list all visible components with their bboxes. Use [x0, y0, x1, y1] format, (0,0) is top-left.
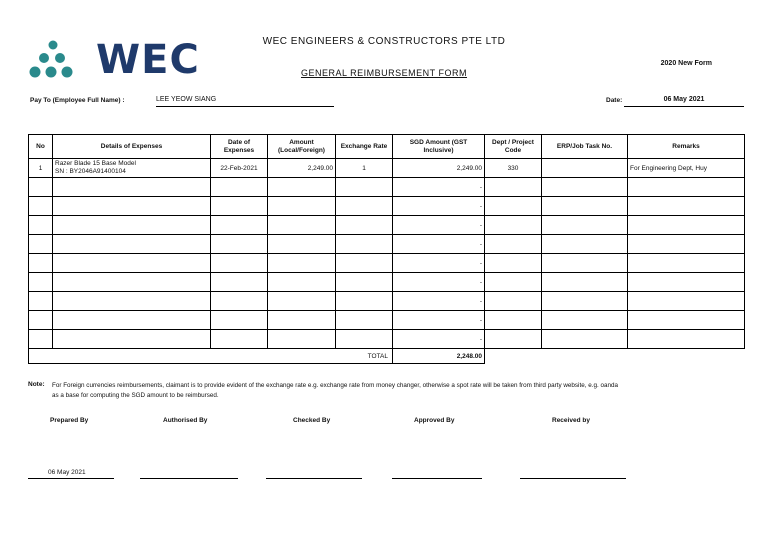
cell-no[interactable]: [29, 235, 53, 254]
cell-remarks[interactable]: [628, 330, 745, 349]
form-title: GENERAL REIMBURSEMENT FORM: [300, 68, 468, 78]
cell-sgd[interactable]: 2,249.00: [393, 159, 485, 178]
cell-erp[interactable]: [542, 197, 628, 216]
cell-amount[interactable]: [268, 292, 336, 311]
details-line-2: SN : BY2046A91400104: [55, 168, 126, 175]
expenses-table: [28, 134, 745, 364]
cell-code[interactable]: [485, 311, 542, 330]
cell-amount[interactable]: [268, 273, 336, 292]
cell-date[interactable]: [211, 216, 268, 235]
cell-rate[interactable]: [336, 235, 393, 254]
cell-rate[interactable]: [336, 311, 393, 330]
checked-by-label: Checked By: [293, 417, 331, 424]
table-row: [29, 311, 745, 330]
cell-no[interactable]: [29, 311, 53, 330]
cell-details[interactable]: [53, 330, 211, 349]
cell-erp[interactable]: [542, 159, 628, 178]
table-row: [29, 254, 745, 273]
date-field[interactable]: 06 May 2021: [624, 96, 744, 107]
cell-date[interactable]: [211, 292, 268, 311]
cell-remarks[interactable]: [628, 254, 745, 273]
cell-amount[interactable]: 2,249.00: [268, 159, 336, 178]
cell-details[interactable]: [53, 178, 211, 197]
table-row: [29, 330, 745, 349]
cell-amount[interactable]: [268, 178, 336, 197]
cell-details[interactable]: [53, 311, 211, 330]
cell-details[interactable]: [53, 235, 211, 254]
cell-code[interactable]: [485, 254, 542, 273]
col-header-date: Date of Expenses: [211, 135, 268, 159]
cell-remarks[interactable]: [628, 235, 745, 254]
cell-erp[interactable]: [542, 292, 628, 311]
total-row: [29, 349, 745, 364]
pay-to-label: Pay To (Employee Full Name) :: [30, 97, 125, 104]
approved-signature-line[interactable]: [392, 478, 482, 479]
form-number: 2020 New Form: [660, 60, 712, 67]
checked-signature-line[interactable]: [266, 478, 362, 479]
cell-rate[interactable]: [336, 330, 393, 349]
cell-sgd[interactable]: -: [393, 330, 485, 349]
received-signature-line[interactable]: [520, 478, 626, 479]
cell-erp[interactable]: [542, 273, 628, 292]
cell-code[interactable]: [485, 292, 542, 311]
cell-remarks[interactable]: [628, 311, 745, 330]
cell-erp[interactable]: [542, 178, 628, 197]
col-header-details: Details of Expenses: [53, 135, 211, 159]
cell-amount[interactable]: [268, 311, 336, 330]
cell-code[interactable]: [485, 273, 542, 292]
cell-details[interactable]: [53, 216, 211, 235]
details-line-1: Razer Blade 15 Base Model: [55, 160, 136, 167]
cell-amount[interactable]: [268, 330, 336, 349]
table-row: [29, 216, 745, 235]
table-row: [29, 235, 745, 254]
cell-rate[interactable]: [336, 254, 393, 273]
table-row: [29, 273, 745, 292]
cell-rate[interactable]: [336, 178, 393, 197]
cell-sgd[interactable]: -: [393, 216, 485, 235]
cell-erp[interactable]: [542, 235, 628, 254]
col-header-amount: Amount (Local/Foreign): [268, 135, 336, 159]
cell-remarks[interactable]: [628, 197, 745, 216]
cell-erp[interactable]: [542, 330, 628, 349]
col-header-rate: Exchange Rate: [336, 135, 393, 159]
cell-details[interactable]: [53, 273, 211, 292]
cell-no[interactable]: [29, 197, 53, 216]
cell-erp[interactable]: [542, 311, 628, 330]
cell-amount[interactable]: [268, 254, 336, 273]
date-label: Date:: [606, 97, 623, 104]
table-row: [29, 178, 745, 197]
cell-date[interactable]: [211, 330, 268, 349]
cell-rate[interactable]: 1: [336, 159, 393, 178]
col-header-no: No: [29, 135, 53, 159]
cell-date[interactable]: [211, 311, 268, 330]
cell-code[interactable]: [485, 235, 542, 254]
note-text: For Foreign currencies reimbursements, claimant is to provide evident of the exchange rate e.g. exchange rate from money changer, otherwise a spot rate will be taken from third party website, e.g. oanda as a base for computing the SGD amount to be reimbursed.: [52, 382, 618, 399]
cell-no[interactable]: [29, 254, 53, 273]
cell-date[interactable]: 22-Feb-2021: [211, 159, 268, 178]
cell-sgd[interactable]: -: [393, 292, 485, 311]
cell-rate[interactable]: [336, 273, 393, 292]
cell-remarks[interactable]: For Engineering Dept, Huy: [628, 159, 745, 178]
col-header-remarks: Remarks: [628, 135, 745, 159]
cell-code[interactable]: 330: [485, 159, 542, 178]
cell-code[interactable]: [485, 178, 542, 197]
cell-erp[interactable]: [542, 216, 628, 235]
cell-no[interactable]: [29, 216, 53, 235]
total-label: TOTAL: [29, 349, 393, 364]
cell-no[interactable]: [29, 292, 53, 311]
cell-code[interactable]: [485, 330, 542, 349]
cell-date[interactable]: [211, 178, 268, 197]
cell-sgd[interactable]: -: [393, 254, 485, 273]
authorised-signature-line[interactable]: [140, 478, 238, 479]
cell-sgd[interactable]: -: [393, 178, 485, 197]
cell-details[interactable]: [53, 197, 211, 216]
cell-amount[interactable]: [268, 197, 336, 216]
cell-no[interactable]: [29, 330, 53, 349]
prepared-by-label: Prepared By: [50, 417, 89, 424]
cell-no[interactable]: 1: [29, 159, 53, 178]
note-label: Note:: [28, 381, 45, 388]
cell-sgd[interactable]: -: [393, 235, 485, 254]
table-row: [29, 292, 745, 311]
col-header-sgd: SGD Amount (GST Inclusive): [393, 135, 485, 159]
cell-amount[interactable]: [268, 235, 336, 254]
pay-to-field[interactable]: LEE YEOW SIANG: [156, 96, 334, 107]
cell-remarks[interactable]: [628, 216, 745, 235]
cell-remarks[interactable]: [628, 273, 745, 292]
cell-remarks[interactable]: [628, 178, 745, 197]
cell-sgd[interactable]: -: [393, 197, 485, 216]
prepared-signature-line[interactable]: [28, 478, 114, 479]
logo-wordmark: WEC: [96, 37, 200, 83]
received-by-label: Received by: [552, 417, 590, 424]
cell-sgd[interactable]: -: [393, 273, 485, 292]
cell-erp[interactable]: [542, 254, 628, 273]
cell-details[interactable]: [53, 292, 211, 311]
cell-rate[interactable]: [336, 197, 393, 216]
cell-sgd[interactable]: -: [393, 311, 485, 330]
cell-date[interactable]: [211, 197, 268, 216]
cell-code[interactable]: [485, 197, 542, 216]
cell-amount[interactable]: [268, 216, 336, 235]
cell-date[interactable]: [211, 235, 268, 254]
cell-remarks[interactable]: [628, 292, 745, 311]
col-header-code: Dept / Project Code: [485, 135, 542, 159]
cell-details[interactable]: [53, 254, 211, 273]
authorised-by-label: Authorised By: [163, 417, 208, 424]
cell-details[interactable]: [53, 159, 211, 178]
table-row: [29, 197, 745, 216]
cell-no[interactable]: [29, 178, 53, 197]
table-header-row: [29, 135, 745, 159]
col-header-erp: ERP/Job Task No.: [542, 135, 628, 159]
company-name: WEC ENGINEERS & CONSTRUCTORS PTE LTD: [262, 36, 506, 47]
table-row: [29, 159, 745, 178]
cell-rate[interactable]: [336, 292, 393, 311]
total-value: 2,248.00: [393, 349, 485, 364]
cell-no[interactable]: [29, 273, 53, 292]
cell-date[interactable]: [211, 254, 268, 273]
prepared-date: 06 May 2021: [48, 469, 86, 476]
cell-rate[interactable]: [336, 216, 393, 235]
cell-code[interactable]: [485, 216, 542, 235]
cell-date[interactable]: [211, 273, 268, 292]
approved-by-label: Approved By: [414, 417, 455, 424]
